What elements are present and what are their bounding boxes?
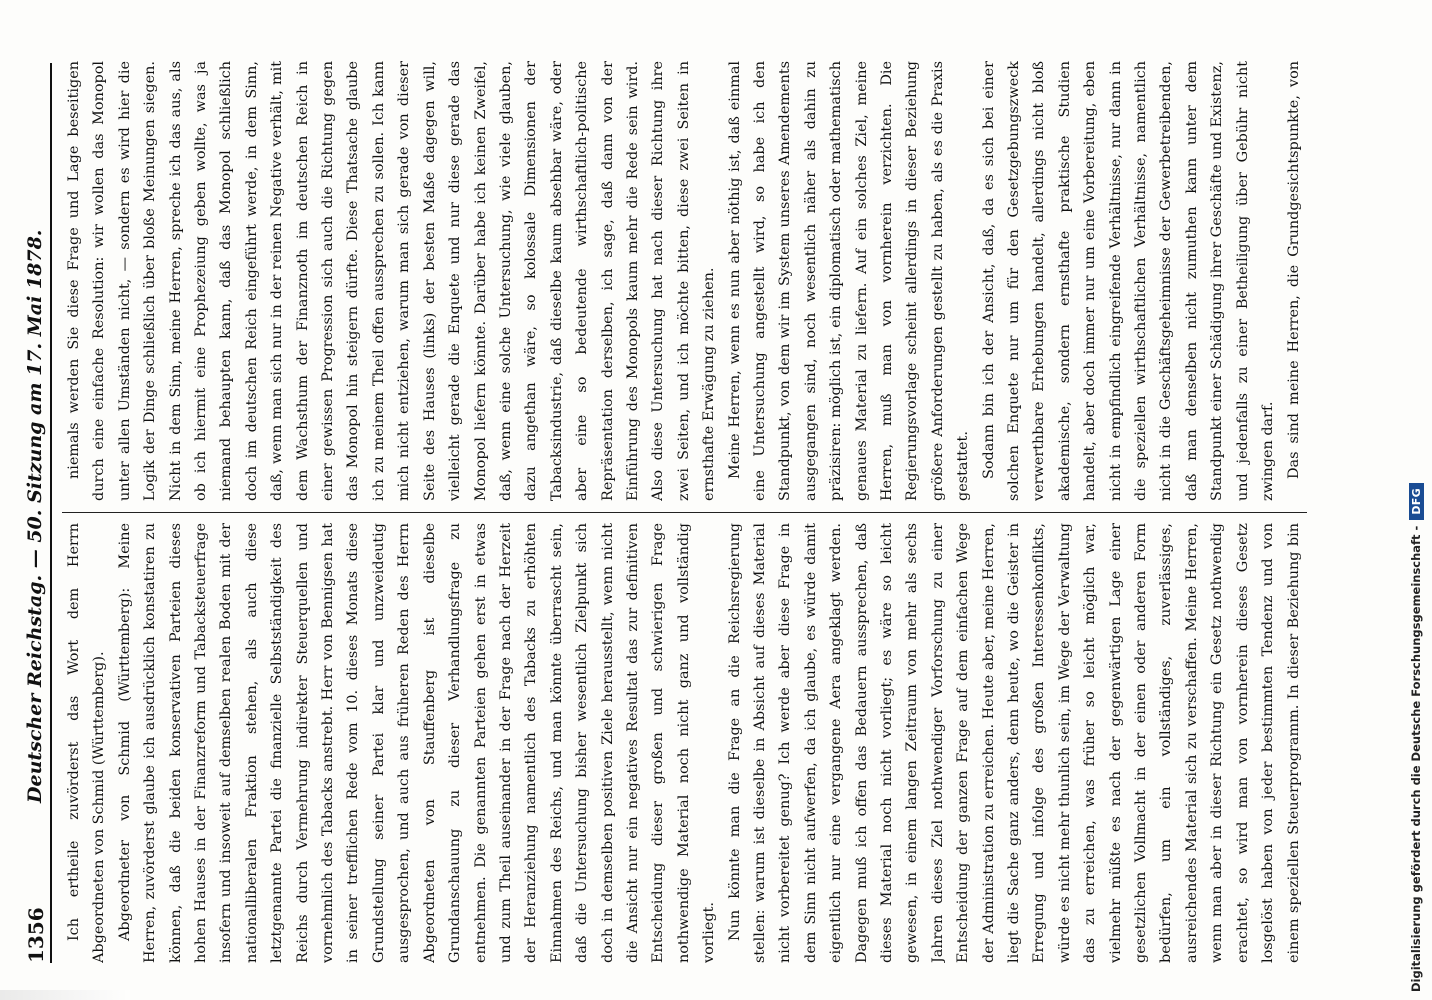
digitization-credit [1407,0,1425,992]
right-column [62,61,1310,501]
page-number: 1356 [24,907,48,963]
paragraph: Sodann bin ich der Ansicht, daß, da es sich bei einer solchen Enquete nur um für den Gesetzgebungszweck verwerthbare Erhebungen handelt, allerdings nicht bloß akademische, sondern ernsthafte praktische Studien handelt, aber doch immer nur um eine Vorbereitung, eben nicht in empfindlich eingreifende Verhältnisse, nur dann in die speziellen wirthschaftlichen Verhältnisse, namentlich nicht in die Geschäftsgeheimnisse der Gewerbetreibenden, daß man denselben nicht zumuthen kann unter dem Standpunkt einer Schädigung ihrer Geschäfte und Existenz, und jedenfalls zu einer Betheiligung über Gebühr nicht zwingen darf. [980,61,1277,501]
paragraph: Nun könnte man die Frage an die Reichsregierung stellen: warum ist dieselbe in Absicht auf dieses Material nicht vorbereitet genug? Ich werde aber diese Frage in dem Sinn nicht aufwerfen, da ich glaube, es würde damit eigentlich nur eine vergangene Aera angeklagt werden. Dagegen muß ich offen das Bedauern aussprechen, daß dieses Material noch nicht vorliegt; es wäre so leicht gewesen, in einem langen Zeitraum von mehr als sechs Jahren dieses Ziel nothwendiger Vorforschung zu einer Entscheidung der ganzen Frage auf dem einfachen Wege der Administration zu erreichen. Heute aber, meine Herren, liegt die Sache ganz anders, denn heute, wo die Geister in Erregung und infolge des großen Interessenkonflikts, würde es nicht mehr thunlich sein, im Wege der Verwaltung das zu erreichen, was früher so leicht möglich war, vielmehr müßte es nach der gegenwärtigen Lage einer gesetzlichen Vollmacht in der einen oder anderen Form bedürfen, um ein vollständiges, zuverlässiges, ausreichendes Material sich zu verschaffen. Meine Herren, wenn man aber in dieser Richtung ein Gesetz nothwendig erachtet, so wird man von vornherein dieses Gesetz losgelöst haben von jeder bestimmten Tendenz und von einem speziellen Steuerprogramm. In dieser Beziehung bin [726,523,1302,963]
paragraph: Meine Herren, wenn es nun aber nöthig ist, daß einmal eine Untersuchung angestellt wird, so habe ich den Standpunkt, von dem wir im System unseres Amendements ausgegangen sind, noch wesentlich näher als dahin zu präzisiren: möglich ist, ein diplomatisch oder mathematisch genaues Material zu liefern. Auf ein solches Ziel, meine Herren, muß man von vornherein verzichten. Die Regierungsvorlage scheint allerdings in dieser Beziehung größere Anforderungen gestellt zu haben, als es die Praxis gestattet. [726,61,972,501]
scan-artifact [0,990,130,1000]
rotated-newspaper-page [0,35,1332,985]
running-title: Deutscher Reichstag. — 50. Sitzung am 17. Mai 1878. [24,229,46,803]
page-header [20,63,52,963]
credit-text: Digitalisierung gefördert durch die Deutsche Forschungsgemeinschaft - [1409,525,1423,992]
paragraph: niemals werden Sie diese Frage und Lage beseitigen durch eine einfache Resolution: wir wollen das Monopol unter allen Umständen nicht, — sondern es wird hier die Logik der Dinge schließlich über bloße Meinungen siegen. Nicht in dem Sinn, meine Herren, spreche ich das aus, als ob ich hiermit eine Prophezeiung geben wollte, was ja niemand behaupten kann, daß das Monopol schließlich doch im deutschen Reich eingeführt werde, in dem Sinn, daß, wenn man sich nur in der reinen Negative verhält, mit dem Wachsthum der Finanznoth im deutschen Reich in einer gewissen Progression sich auch die Richtung gegen das Monopol hin steigern dürfte. Diese Thatsache glaube ich zu meinem Theil offen aussprechen zu sollen. Ich kann mich nicht entziehen, warum man sich gerade von dieser Seite des Hauses (links) der besten Maße dagegen will, vielleicht gerade die Enquete und nur diese gerade das Monopol liefern könnte. Darüber habe ich keinen Zweifel, daß, wenn eine solche Untersuchung, wie viele glauben, dazu angethan wäre, so kolossale Dimensionen der Tabacksindustrie, daß dieselbe kaum absehbar wäre, oder aber eine so bedeutende wirthschaftlich-politische Repräsentation derselben, ich sage, daß dann von der Einführung des Monopols kaum mehr die Rede sein wird. Also diese Untersuchung hat nach dieser Richtung ihre zwei Seiten, und ich möchte bitten, diese zwei Seiten in ernsthafte Erwägung zu ziehen. [66,61,718,501]
left-column [62,523,1310,963]
column-divider [62,512,1307,513]
paragraph: Abgeordneter von Schmid (Württemberg): Meine Herren, zuvörderst glaube ich ausdrücklich konstatiren zu können, daß die beiden konservativen Parteien dieses hohen Hauses in der Finanzreform und Tabacksteuerfrage insofern und insoweit auf demselben realen Boden mit der nationalliberalen Fraktion stehen, als auch diese letztgenannte Partei die finanzielle Selbstständigkeit des Reichs durch Vermehrung indirekter Steuerquellen und vornehmlich des Tabacks anstrebt. Herr von Bennigsen hat in seiner trefflichen Rede vom 10. dieses Monats diese Grundstellung seiner Partei klar und unzweideutig ausgesprochen, und auch aus früheren Reden des Herrn Abgeordneten von Stauffenberg ist dieselbe Grundanschauung zu dieser Verhandlungsfrage zu entnehmen. Die genannten Parteien gehen erst in etwas und zum Theil auseinander in der Frage nach der Herzeit der Heranziehung namentlich des Tabacks zu erhöhten Einnahmen des Reichs, und man könnte überrascht sein, daß die Untersuchung bisher wesentlich Zielpunkt sich doch in demselben positiven Ziele herausstellt, wenn nicht die Ansicht nur ein negatives Resultat das zur definitiven Entscheidung dieser großen und schwierigen Frage nothwendige Material noch nicht ganz und vollständig vorliegt. [116,523,718,963]
dfg-logo-badge: DFG [1409,483,1424,520]
paragraph: Ich ertheile zuvörderst das Wort dem Herrn Abgeordneten von Schmid (Württemberg). [66,523,108,963]
paragraph: Das sind meine Herren, die Grundgesichtspunkte, von [1285,61,1302,479]
